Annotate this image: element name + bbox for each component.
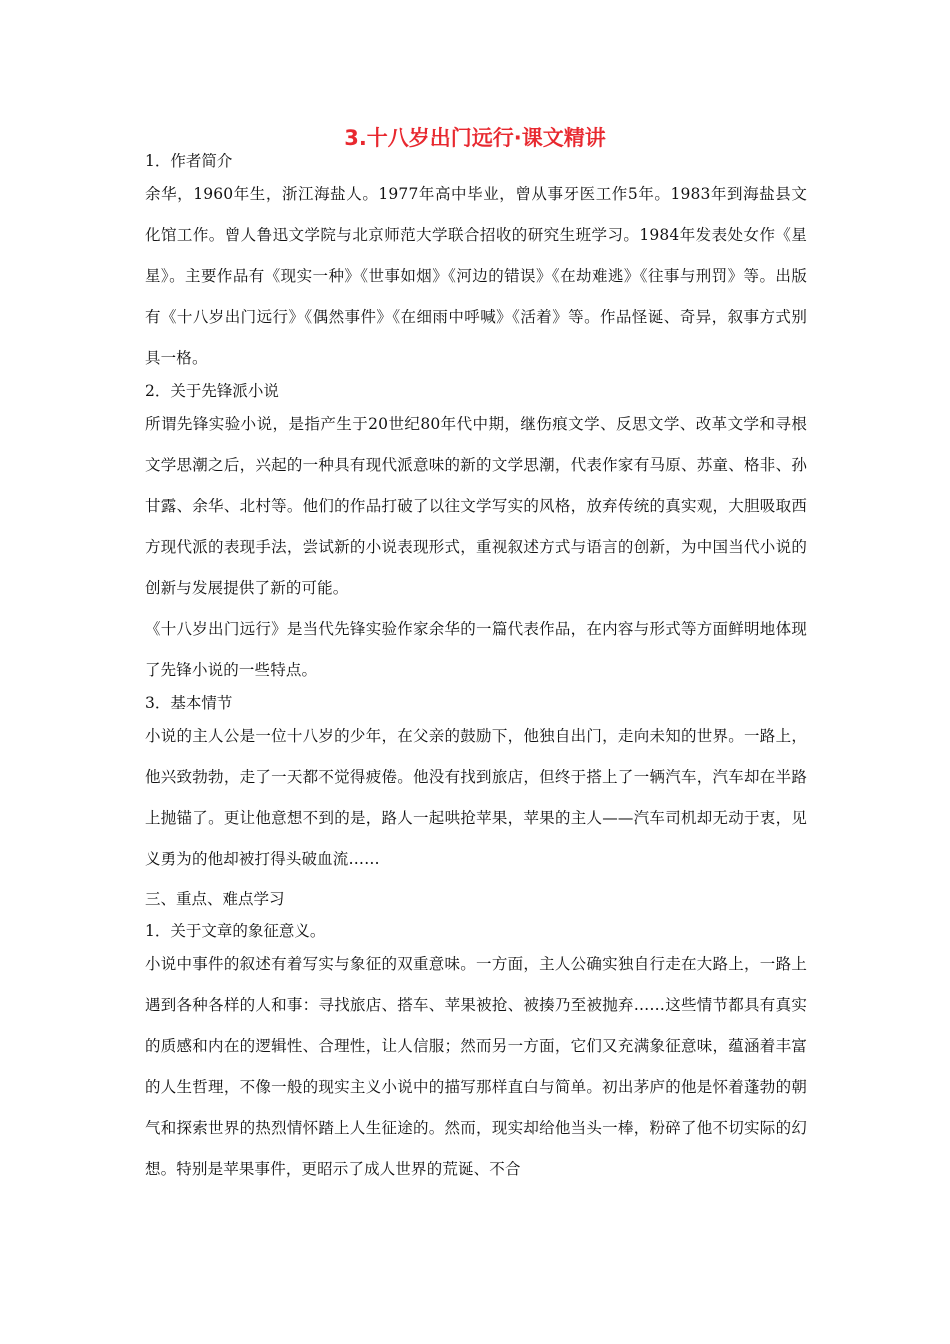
document-title: 3.十八岁出门远行·课文精讲 xyxy=(344,126,606,150)
section-plot xyxy=(145,691,807,880)
paragraph: 余华，1960年生，浙江海盐人。1977年高中毕业，曾从事牙医工作5年。1983年到海盐县文化馆工作。曾人鲁迅文学院与北京师范大学联合招收的研究生班学习。1984年发表处女作《星星》。主要作品有《现实一种》《世事如烟》《河边的错误》《在劫难逃》《往事与刑罚》等。出版有《十八岁出门远行》《偶然事件》《在细雨中呼喊》《活着》等。作品怪诞、奇异，叙事方式别具一格。 xyxy=(145,185,807,367)
section-symbolism xyxy=(145,919,807,1190)
section-avant-garde xyxy=(145,379,807,691)
section-key-points xyxy=(145,880,807,919)
section-heading: 1．作者简介 xyxy=(145,152,233,170)
section-heading: 1．关于文章的象征意义。 xyxy=(145,922,326,940)
document-body xyxy=(145,149,807,1190)
section-heading: 3．基本情节 xyxy=(145,694,233,712)
section-heading: 三、重点、难点学习 xyxy=(145,890,285,908)
section-heading: 2．关于先锋派小说 xyxy=(145,382,279,400)
paragraph: 所谓先锋实验小说，是指产生于20世纪80年代中期，继伤痕文学、反思文学、改革文学和寻根文学思潮之后，兴起的一种具有现代派意味的新的文学思潮，代表作家有马原、苏童、格非、孙甘露、余华、北村等。他们的作品打破了以往文学写实的风格，放弃传统的真实观，大胆吸取西方现代派的表现手法，尝试新的小说表现形式，重视叙述方式与语言的创新，为中国当代小说的创新与发展提供了新的可能。 xyxy=(145,415,807,597)
paragraph: 《十八岁出门远行》是当代先锋实验作家余华的一篇代表作品，在内容与形式等方面鲜明地体现了先锋小说的一些特点。 xyxy=(145,620,807,679)
section-author-intro xyxy=(145,149,807,379)
paragraph: 小说中事件的叙述有着写实与象征的双重意味。一方面，主人公确实独自行走在大路上，一路上遇到各种各样的人和事：寻找旅店、搭车、苹果被抢、被揍乃至被抛弃……这些情节都具有真实的质感和内在的逻辑性、合理性，让人信服；然而另一方面，它们又充满象征意味，蕴涵着丰富的人生哲理，不像一般的现实主义小说中的描写那样直白与简单。初出茅庐的他是怀着蓬勃的朝气和探索世界的热烈情怀踏上人生征途的。然而，现实却给他当头一棒，粉碎了他不切实际的幻想。特别是苹果事件，更昭示了成人世界的荒诞、不合 xyxy=(145,955,807,1178)
paragraph: 小说的主人公是一位十八岁的少年，在父亲的鼓励下，他独自出门，走向未知的世界。一路上，他兴致勃勃，走了一天都不觉得疲倦。他没有找到旅店，但终于搭上了一辆汽车，汽车却在半路上抛锚了。更让他意想不到的是，路人一起哄抢苹果，苹果的主人——汽车司机却无动于衷，见义勇为的他却被打得头破血流…… xyxy=(145,727,807,868)
